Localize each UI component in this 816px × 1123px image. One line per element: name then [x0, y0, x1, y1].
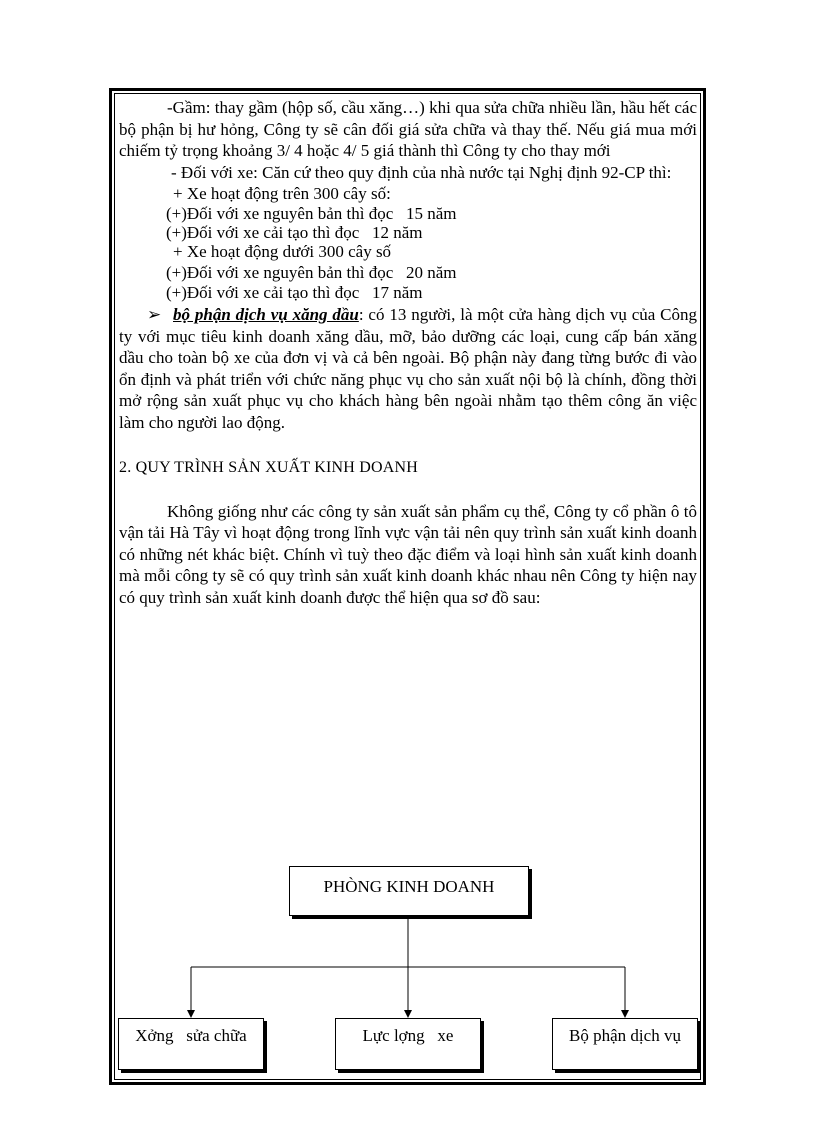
service-department-box: Bộ phận dịch vụ: [552, 1018, 698, 1070]
repair-workshop-box: Xởng sửa chữa: [118, 1018, 264, 1070]
list-item: + Xe hoạt động trên 300 cây số:: [173, 184, 391, 203]
fuel-service-text: : có 13 người, là một cửa hàng dịch vụ của Công ty với mục tiêu kinh doanh xăng dầu, mỡ, bảo dưỡng các loại, cung cấp bán xăng dầu cho toàn bộ xe của đơn vị và cả bên ngoài. Bộ phận này đang từng bước đi vào ổn định và phát triển với chức năng phục vụ cho sản xuất nội bộ là chính, đồng thời mở rộng sản xuất phục vụ cho khách hàng bên ngoài nhằm tạo thêm công ăn việc làm cho người lao động.: [119, 305, 697, 432]
fuel-service-term: bộ phận dịch vụ xăng dầu: [173, 305, 359, 324]
vehicle-fleet-box: Lực lợng xe: [335, 1018, 481, 1070]
list-item: + Xe hoạt động dưới 300 cây số: [173, 242, 392, 261]
business-department-box: PHÒNG KINH DOANH: [289, 866, 529, 916]
document-body: [119, 97, 697, 608]
list-item: (+)Đối với xe nguyên bản thì đọc 15 năm: [166, 204, 457, 223]
list-item: (+)Đối với xe cải tạo thì đọc 17 năm: [166, 283, 423, 302]
section-heading: 2. QUY TRÌNH SẢN XUẤT KINH DOANH: [119, 459, 418, 476]
paragraph-vehicle-rule: - Đối với xe: Căn cứ theo quy định của nhà nước tại Nghị định 92-CP thì:: [171, 162, 672, 182]
arrow-bullet-icon: ➢: [147, 305, 162, 324]
list-item: (+)Đối với xe cải tạo thì đọc 12 năm: [166, 223, 423, 242]
paragraph-chassis: -Gầm: thay gầm (hộp số, cầu xăng…) khi qua sửa chữa nhiều lần, hầu hết các bộ phận bị hư hỏng, Công ty sẽ cân đối giá sửa chữa và thay thế. Nếu giá mua mới chiếm tỷ trọng khoảng 3/ 4 hoặc 4/ 5 giá thành thì Công ty cho thay mới: [119, 98, 697, 160]
list-item: (+)Đối với xe nguyên bản thì đọc 20 năm: [166, 263, 457, 282]
paragraph-process: Không giống như các công ty sản xuất sản phẩm cụ thể, Công ty cổ phần ô tô vận tải Hà Tây vì hoạt động trong lĩnh vực vận tải nên quy trình sản xuất kinh doanh có những nét khác biệt. Chính vì tuỳ theo đặc điểm và loại hình sản xuất kinh doanh mà mỗi công ty sẽ có quy trình sản xuất kinh doanh khác nhau nên Công ty hiện nay có quy trình sản xuất kinh doanh được thể hiện qua sơ đồ sau:: [119, 501, 697, 607]
paragraph-fuel-service: [119, 304, 697, 433]
